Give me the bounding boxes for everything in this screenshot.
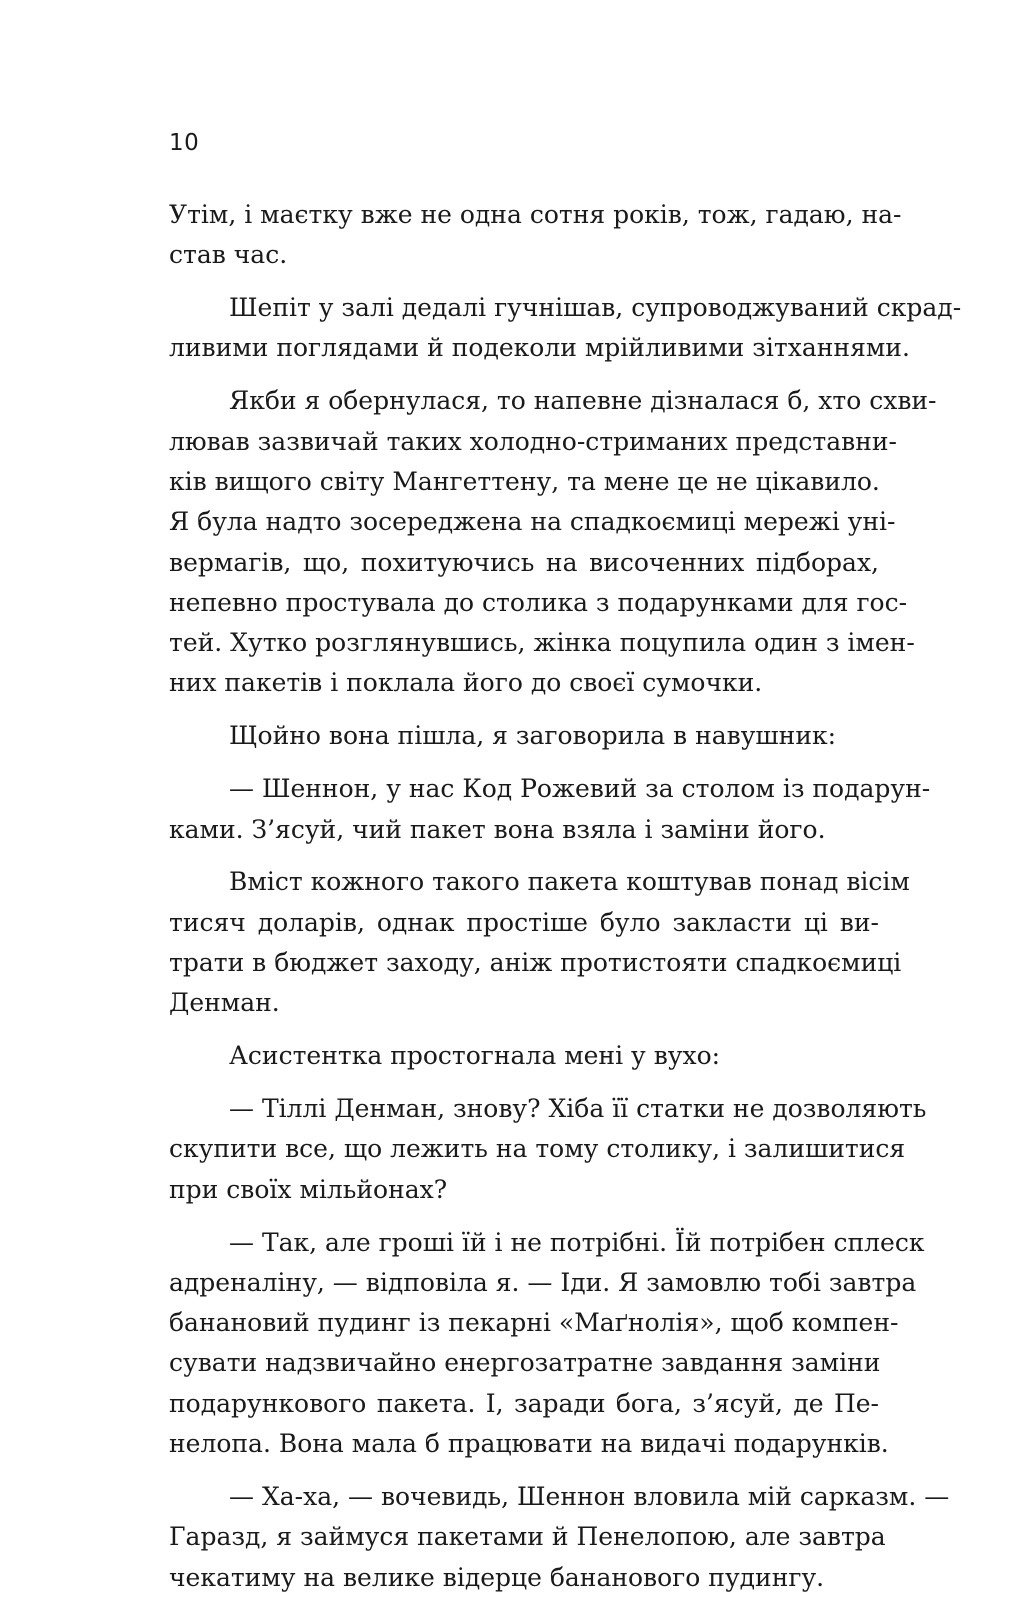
page-number: 10 [169,130,200,156]
text-line: Гаразд, я займуся пакетами й Пенелопою, але завтра [169,1522,886,1552]
text-line: лював зазвичай таких холодно-стриманих представни- [169,426,897,456]
text-line: ками. З’ясуй, чий пакет вона взяла і заміни його. [169,814,826,844]
text-line: вермагів, що, похитуючись на височенних підборах, [169,547,879,577]
text-line: подарункового пакета. І, заради бога, з’ясуй, де Пе- [169,1388,879,1418]
text-line: Якби я обернулася, то напевне дізналася б, хто схви- [229,386,937,416]
text-line: ків вищого світу Мангеттену, та мене це не цікавило. [169,466,880,496]
text-line: Щойно вона пішла, я заговорила в навушник: [229,721,837,751]
text-line: Вміст кожного такого пакета коштував понад вісім [229,867,910,897]
body-text [169,195,962,1598]
text-line: сувати надзвичайно енергозатратне завдання заміни [169,1348,881,1378]
text-line: — Шеннон, у нас Код Рожевий за столом із подарун- [229,774,931,804]
text-line: — Тіллі Денман, знову? Хіба її статки не дозволяють [229,1094,927,1124]
text-line: адреналіну, — відповіла я. — Іди. Я замовлю тобі завтра [169,1267,917,1297]
text-line: скупити все, що лежить на тому столику, і залишитися [169,1134,906,1164]
text-line: банановий пудинг із пекарні «Маґнолія», щоб компен- [169,1308,899,1338]
text-line: при своїх мільйонах? [169,1174,448,1204]
text-line: Денман. [169,988,280,1018]
text-line: нелопа. Вона мала б працювати на видачі подарунків. [169,1429,889,1459]
text-line: непевно простувала до столика з подарунками для гос- [169,587,908,617]
text-line: тей. Хутко розглянувшись, жінка поцупила один з імен- [169,628,915,658]
text-line: ливими поглядами й подеколи мрійливими зітханнями. [169,333,910,363]
text-line: трати в бюджет заходу, аніж протистояти спадкоємиці [169,948,902,978]
text-line: Шепіт у залі дедалі гучнішав, супроводжуваний скрад- [229,293,962,323]
text-line: — Ха-ха, — вочевидь, Шеннон вловила мій сарказм. — [229,1481,950,1511]
text-line: тисяч доларів, однак простіше було закласти ці ви- [169,907,879,937]
text-line: Я була надто зосереджена на спадкоємиці мережі уні- [169,507,896,537]
text-line: Утім, і маєтку вже не одна сотня років, тож, гадаю, на- [169,200,902,229]
text-line: став час. [169,240,288,270]
text-line: Асистентка простогнала мені у вухо: [229,1041,721,1071]
text-line: — Так, але гроші їй і не потрібні. Їй потрібен сплеск [229,1227,925,1257]
text-line: них пакетів і поклала його до своєї сумочки. [169,668,763,698]
text-line: чекатиму на велике відерце бананового пудингу. [169,1562,825,1592]
